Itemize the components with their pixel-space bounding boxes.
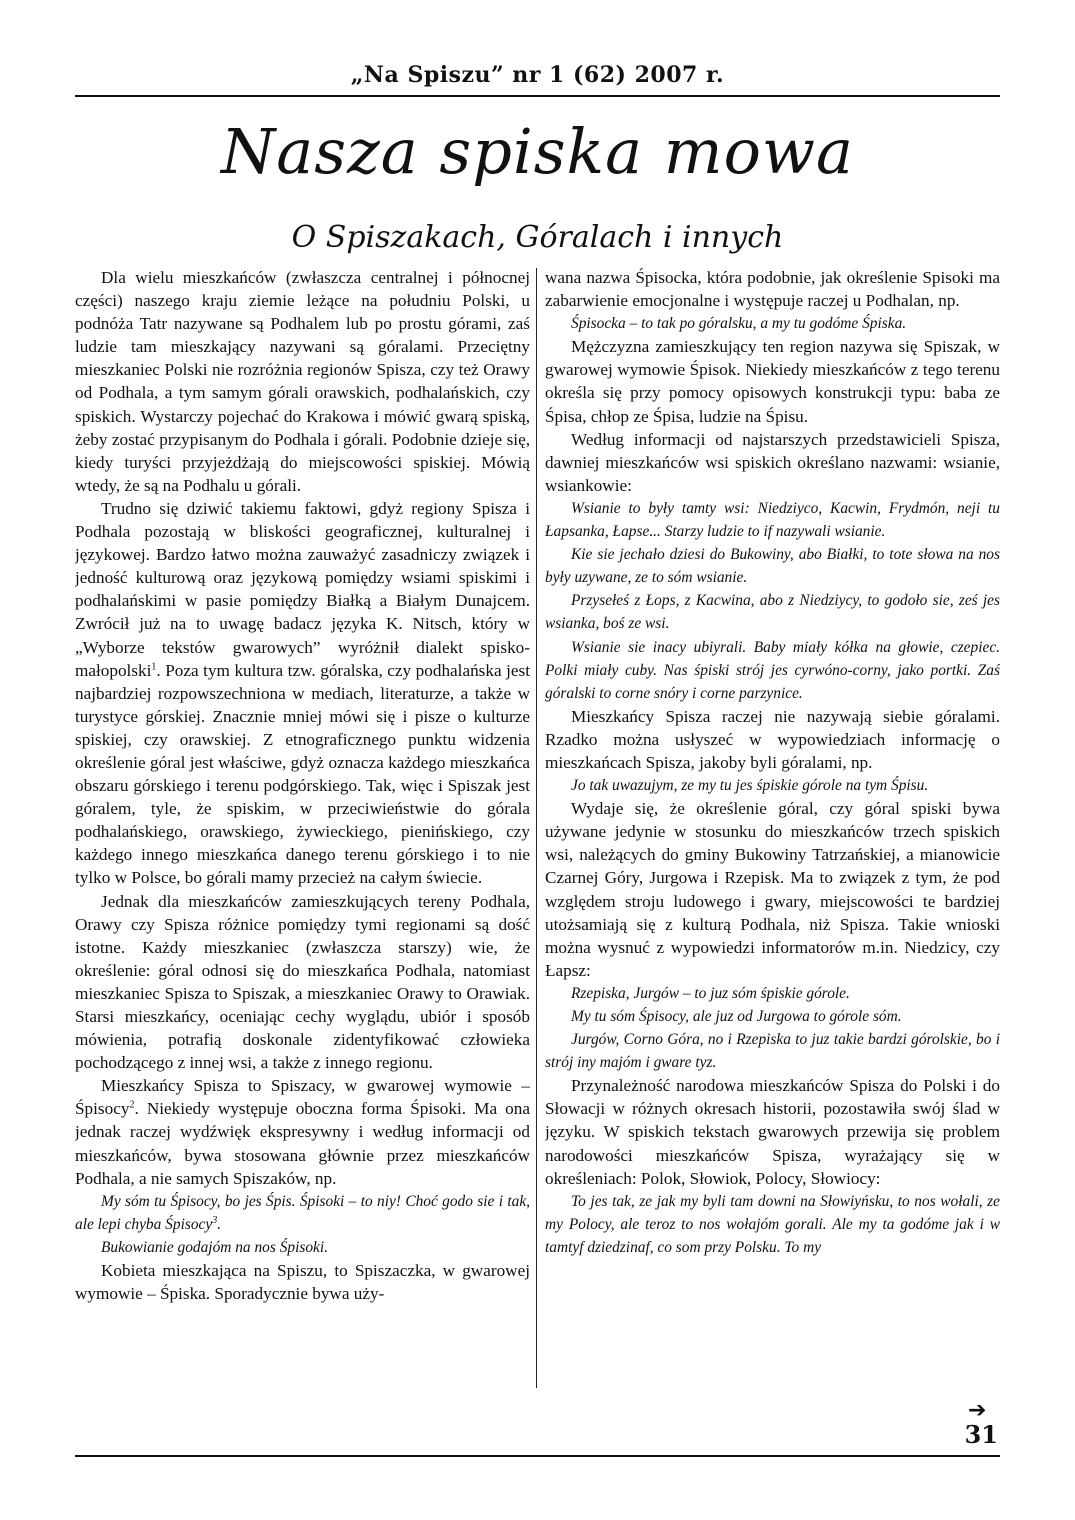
page-number: 31 bbox=[964, 1420, 998, 1449]
dialect-quote bbox=[545, 982, 1000, 1005]
paragraph-text: Mężczyzna zamieszkujący ten region nazywa się Spiszak, w gwarowej wymowie Śpisok. Niekiedy mieszkańców z tego terenu określa się przy pomocy opisowych konstrukcji typu: baba ze Śpisa, chłop ze Śpisa, ludzie na Śpisu. bbox=[545, 337, 1000, 426]
paragraph-text: Wydaje się, że określenie góral, czy góral spiski bywa używane jedynie w stosunku do mieszkańców trzech spiskich wsi, należących do gminy Bukowiny Tatrzańskiej, a mianowicie Czarnej Góry, Jurgowa i Rzepisk. Ma to związek z tym, że pod względem stroju ludowego i gwary, miejscowości te bardziej utożsamiają się z kulturą Podhala, niż Spisza. Takie wnioski można wysnuć z wypowiedzi informatorów m.in. Niedzicy, czy Łapsz: bbox=[545, 799, 1000, 980]
right-text-column bbox=[545, 266, 1000, 1396]
paragraph-text: Przysełeś z Łops, z Kacwina, abo z Niedziycy, to godoło sie, ześ jes wsianka, boś ze wsi. bbox=[545, 592, 1000, 633]
paragraph bbox=[545, 797, 1000, 982]
article-title: Nasza spiska mowa bbox=[221, 115, 854, 188]
paragraph-text: Jednak dla mieszkańców zamieszkujących tereny Podhala, Orawy czy Spisza różnice pomiędzy tymi regionami są dość istotne. Każdy mieszkaniec (zwłaszcza starszy) wie, że określenie: góral odnosi się do mieszkańca Podhala, natomiast mieszkaniec Spisza to Spiszak, a mieszkaniec Orawy to Orawiak. Starsi mieszkańcy, oceniając cechy wyglądu, ubiór i sposób mówienia, potrafią doskonale zidentyfikować człowieka pochodzącego z innej wsi, a także z innego regionu. bbox=[75, 891, 530, 1073]
paragraph-text: My sóm tu Śpisocy, bo jes Śpis. Śpisoki – to niy! Choć godo sie i tak, ale lepi chyba Śpisocy bbox=[75, 1192, 530, 1233]
paragraph-text: Rzepiska, Jurgów – to juz sóm śpiskie górole. bbox=[571, 984, 850, 1002]
dialect-quote bbox=[545, 497, 1000, 543]
footnote-marker: 2 bbox=[129, 1099, 135, 1111]
footnote-marker: 1 bbox=[151, 660, 157, 672]
paragraph-text: My tu sóm Śpisocy, ale juz od Jurgowa to górole sóm. bbox=[571, 1008, 902, 1025]
paragraph bbox=[545, 266, 1000, 312]
paragraph-text: To jes tak, ze jak my byli tam downi na Słowiyńsku, to nos wołali, ze my Polocy, ale teroz to nos wołajóm gorali. Ale my ta godóme jak i w tamtyf dziedzinaf, co som przy Polsku. To my bbox=[545, 1192, 1000, 1256]
paragraph-text: Śpisocka – to tak po góralsku, a my tu godóme Śpiska. bbox=[571, 315, 907, 333]
paragraph bbox=[75, 497, 530, 890]
paragraph-text: . bbox=[217, 1215, 222, 1233]
paragraph bbox=[75, 266, 530, 497]
paragraph-text: wana nazwa Śpisocka, która podobnie, jak określenie Spisoki ma zabarwienie emocjonalne i występuje raczej u Podhalan, np. bbox=[545, 268, 1000, 311]
paragraph-text: Mieszkańcy Spisza raczej nie nazywają siebie góralami. Rzadko można usłyszeć w wypowiedziach informację o mieszkańcach Spisza, jakoby byli góralami, np. bbox=[545, 706, 1000, 772]
running-header: „Na Spiszu” nr 1 (62) 2007 r. bbox=[350, 62, 725, 88]
dialect-quote bbox=[545, 774, 1000, 797]
paragraph bbox=[75, 890, 530, 1075]
dialect-quote bbox=[545, 312, 1000, 335]
footer-divider bbox=[75, 1455, 1000, 1457]
paragraph bbox=[545, 335, 1000, 427]
article-subtitle: O Spiszakach, Góralach i innych bbox=[291, 220, 784, 255]
continue-arrow-icon: ➔ bbox=[968, 1398, 987, 1423]
paragraph-text: Kobieta mieszkająca na Spiszu, to Spiszaczka, w gwarowej wymowie – Śpiska. Sporadycznie bywa uży- bbox=[75, 1261, 530, 1304]
dialect-quote bbox=[545, 1028, 1000, 1074]
dialect-quote bbox=[545, 589, 1000, 635]
dialect-quote bbox=[545, 543, 1000, 589]
dialect-quote bbox=[545, 636, 1000, 705]
footnote-marker: 3 bbox=[212, 1214, 218, 1226]
paragraph-text: Według informacji od najstarszych przedstawicieli Spisza, dawniej mieszkańców wsi spiskich określano nazwami: wsianie, wsiankowie: bbox=[545, 429, 1000, 495]
paragraph bbox=[545, 428, 1000, 497]
paragraph bbox=[75, 1074, 530, 1189]
paragraph bbox=[545, 1074, 1000, 1189]
paragraph bbox=[545, 705, 1000, 774]
paragraph-text: Wsianie sie inacy ubiyrali. Baby miały kółka na głowie, czepiec. Polki miały cuby. Nas śpiski strój jes cyrwóno-corny, jako portki. Zaś góralski to corne snóry i corne parzynice. bbox=[545, 638, 1000, 702]
paragraph-text: Kie sie jechało dziesi do Bukowiny, abo Białki, to tote słowa na nos były uzywane, ze to sóm wsianie. bbox=[545, 546, 1000, 587]
paragraph-text: Przynależność narodowa mieszkańców Spisza do Polski i do Słowacji w różnych okresach historii, pozostawiła swój ślad w języku. W spiskich tekstach gwarowych przewija się problem narodowości mieszkańców Spisza, wyrażający się w określeniach: Polok, Słowiok, Polocy, Słowiocy: bbox=[545, 1076, 1000, 1188]
paragraph-text: . Poza tym kultura tzw. góralska, czy podhalańska jest najbardziej rozpowszechniona w mediach, literaturze, a także w turystyce górskiej. Znacznie mniej mówi się i pisze o kulturze spiskiej, czy orawskiej. Z etnograficznego punktu widzenia określenie góral jest właściwe, gdyż oznacza każdego mieszkańca obszaru górskiego i terenu podgórskiego. Tak, więc i Spiszak jest góralem, tyle, że spiskim, w przeciwieństwie do górala podhalańskiego, orawskiego, żywieckiego, pienińskiego, czy każdego innego mieszkańca danego terenu górskiego i to nie tylko w Polsce, bo górali mamy przecież na całym świecie. bbox=[75, 660, 530, 888]
dialect-quote bbox=[75, 1190, 530, 1236]
paragraph-text: Trudno się dziwić takiemu faktowi, gdyż regiony Spisza i Podhala pozostają w bliskości geograficznej, kulturalnej i językowej. Bardzo łatwo można zauważyć zasadniczy związek i jedność kulturową oraz językową pomiędzy wsiami spiskimi i podhalańskimi w pasie pomiędzy Białką a Białym Dunajcem. Zwrócił już na to uwagę badacz języka K. Nitsch, który w „Wyborze tekstów gwarowych” wyróżnił dialekt spisko-małopolski bbox=[75, 498, 530, 680]
dialect-quote bbox=[545, 1005, 1000, 1028]
paragraph-text: Jo tak uwazujym, ze my tu jes śpiskie górole na tym Śpisu. bbox=[571, 777, 929, 795]
paragraph-text: . Niekiedy występuje oboczna forma Śpisoki. Ma ona jednak raczej wydźwięk ekspresywny i według informacji od mieszkańców, bywa stosowana głównie przez mieszkańców Podhala, a nie samych Spiszaków, np. bbox=[75, 1099, 530, 1188]
column-divider bbox=[536, 268, 537, 1388]
paragraph-text: Wsianie to były tamty wsi: Niedziyco, Kacwin, Frydmón, neji tu Łapsanka, Łapse... Starzy ludzie to if nazywali wsianie. bbox=[545, 499, 1000, 541]
paragraph-text: Mieszkańcy Spisza to Spiszacy, w gwarowej wymowie – Śpisocy bbox=[75, 1076, 530, 1119]
left-text-column bbox=[75, 266, 530, 1396]
paragraph bbox=[75, 1259, 530, 1305]
paragraph-text: Bukowianie godajóm na nos Śpisoki. bbox=[101, 1238, 328, 1256]
dialect-quote bbox=[545, 1190, 1000, 1259]
dialect-quote bbox=[75, 1236, 530, 1259]
paragraph-text: Dla wielu mieszkańców (zwłaszcza centralnej i północnej części) naszego kraju ziemie leżące na południu Polski, u podnóża Tatr nazywane są Podhalem lub po prostu górami, zaś ludzie tam mieszkający nazywani są góralami. Przeciętny mieszkaniec Polski nie rozróżnia regionów Spisza, czy też Orawy od Podhala, a tym samym górali orawskich, podhalańskich, czy spiskich. Wystarczy pojechać do Krakowa i mówić gwarą spiską, żeby zostać przypisanym do Podhala i górali. Podobnie dzieje się, kiedy turyści przyjeżdżają do miejscowości spiskiej. Mówią wtedy, że są na Podhalu u górali. bbox=[75, 268, 530, 495]
paragraph-text: Jurgów, Corno Góra, no i Rzepiska to juz takie bardzi górolskie, bo i strój iny majóm i gware tyz. bbox=[545, 1031, 1000, 1072]
header-divider bbox=[75, 95, 1000, 97]
